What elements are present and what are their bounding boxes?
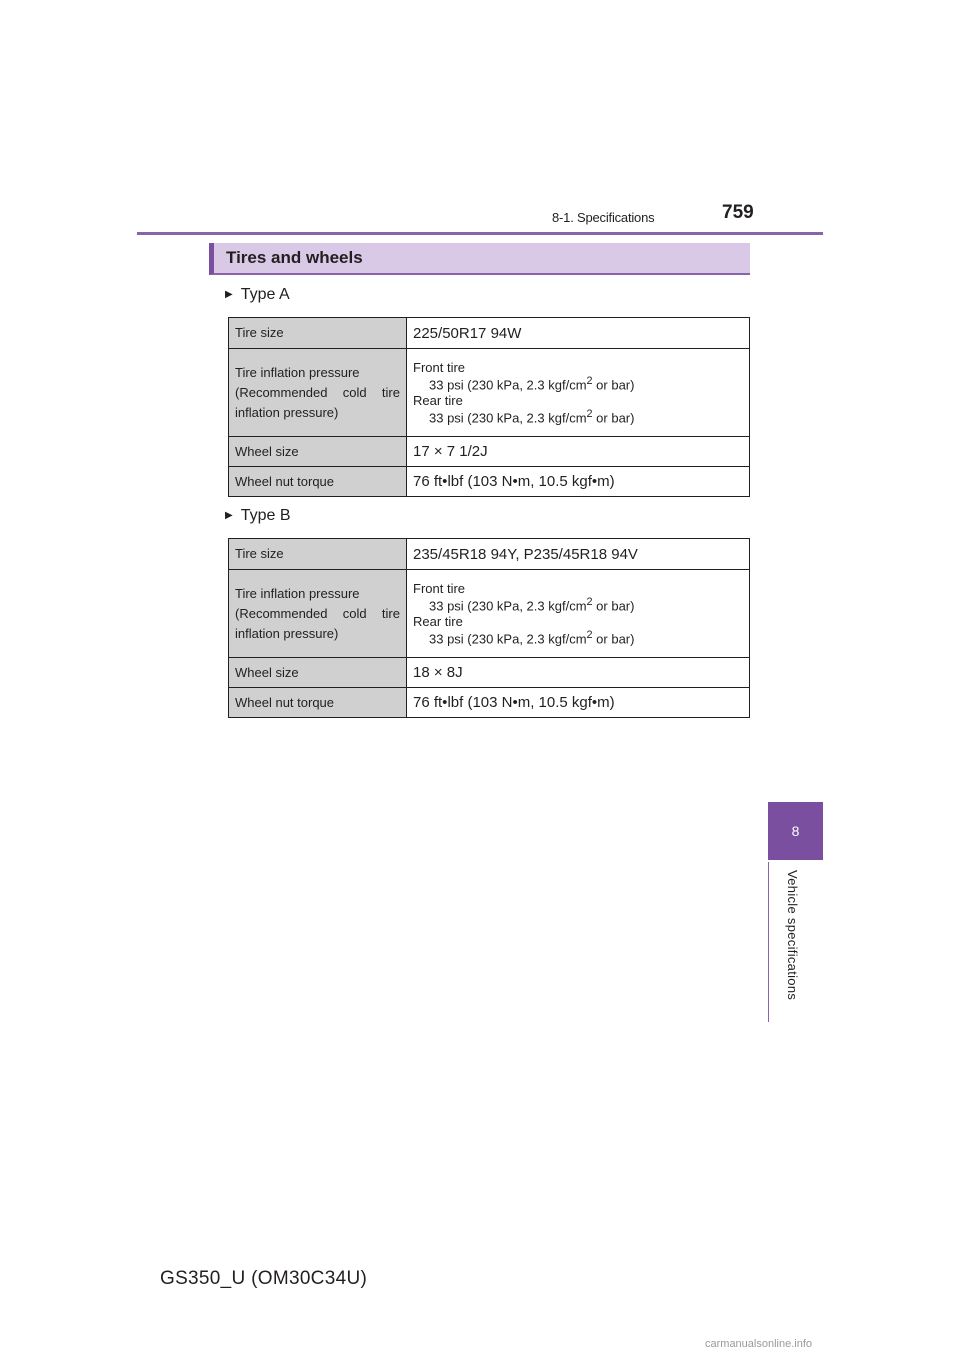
model-code: GS350_U (OM30C34U) <box>160 1268 368 1289</box>
front-tire-pressure: 33 psi (230 kPa, 2.3 kgf/$cm^2$ or bar) <box>429 375 635 393</box>
table-row <box>229 467 750 497</box>
front-tire-pressure: 33 psi (230 kPa, 2.3 kgf/$cm^2$ or bar) <box>429 596 635 614</box>
tire-size-key: Tire size <box>229 539 407 570</box>
tire-pressure-key: Tire inflation pressure (Recommended cold tire inflation pressure) <box>229 570 407 658</box>
nut-torque-value: 76 ft•lbf (103 N•m, 10.5 kgf•m) <box>407 688 750 718</box>
wheel-size-key: Wheel size <box>229 658 407 688</box>
nut-torque-key: Wheel nut torque <box>229 467 407 497</box>
rear-tire-pressure: 33 psi (230 kPa, 2.3 kgf/$cm^2$ or bar) <box>429 628 635 646</box>
tire-size-value: 235/45R18 94Y, P235/45R18 94V <box>407 539 750 570</box>
chapter-tab-divider <box>768 862 769 1022</box>
tire-pressure-key: Tire inflation pressure (Recommended cold tire inflation pressure) <box>229 349 407 437</box>
chapter-tab: 8 <box>768 802 823 860</box>
front-tire-label: Front tire <box>413 581 466 597</box>
type-b-label: ▶ Type B <box>225 507 291 524</box>
triangle-bullet-icon: ▶ <box>225 289 233 300</box>
table-row <box>229 688 750 718</box>
type-b-spec-table <box>228 538 750 718</box>
tire-size-value: 225/50R17 94W <box>407 318 750 349</box>
type-a-spec-table <box>228 317 750 497</box>
watermark: carmanualsonline.info <box>705 1338 813 1350</box>
wheel-size-value: 17 × 7 1/2J <box>407 437 750 467</box>
table-row <box>229 437 750 467</box>
triangle-bullet-icon: ▶ <box>225 510 233 521</box>
header-divider <box>137 232 823 235</box>
wheel-size-key: Wheel size <box>229 437 407 467</box>
nut-torque-value: 76 ft•lbf (103 N•m, 10.5 kgf•m) <box>407 467 750 497</box>
tire-pressure-value <box>407 349 750 437</box>
front-tire-label: Front tire <box>413 360 466 376</box>
rear-tire-label: Rear tire <box>413 392 463 408</box>
section-header-bar <box>209 243 750 275</box>
wheel-size-value: 18 × 8J <box>407 658 750 688</box>
chapter-title-vertical: Vehicle specifications <box>785 870 800 1001</box>
table-row <box>229 349 750 437</box>
page-number: 759 <box>722 202 754 223</box>
rear-tire-label: Rear tire <box>413 613 463 629</box>
table-row <box>229 570 750 658</box>
table-row <box>229 658 750 688</box>
tire-pressure-value <box>407 570 750 658</box>
tire-size-key: Tire size <box>229 318 407 349</box>
nut-torque-key: Wheel nut torque <box>229 688 407 718</box>
table-row <box>229 539 750 570</box>
table-row <box>229 318 750 349</box>
header-section-title: 8-1. Specifications <box>552 210 655 225</box>
rear-tire-pressure: 33 psi (230 kPa, 2.3 kgf/$cm^2$ or bar) <box>429 407 635 425</box>
type-a-label: ▶ Type A <box>225 286 290 303</box>
section-title: Tires and wheels <box>226 248 363 267</box>
